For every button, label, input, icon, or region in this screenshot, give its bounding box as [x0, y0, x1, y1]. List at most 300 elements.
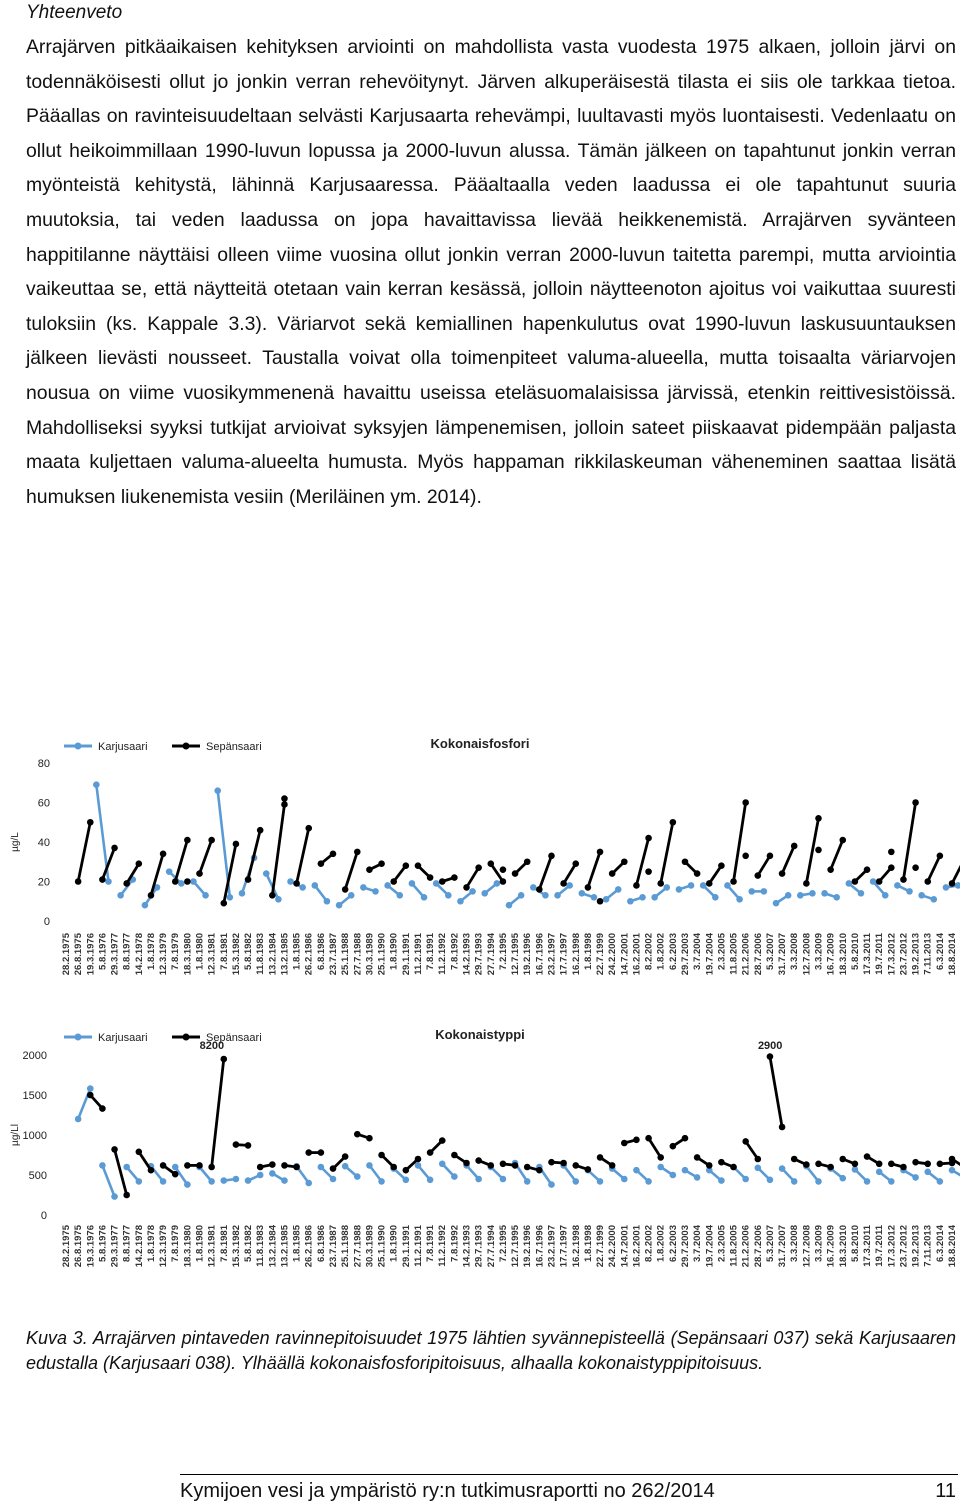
data-point	[451, 874, 458, 881]
data-point	[821, 890, 828, 897]
data-point	[858, 890, 865, 897]
data-point	[142, 902, 149, 909]
data-point	[305, 825, 312, 832]
series-line	[297, 828, 309, 883]
data-point	[117, 892, 124, 899]
data-point	[263, 870, 270, 877]
x-tick-label: 19.3.1976	[85, 1225, 97, 1268]
data-point	[597, 1154, 604, 1161]
data-point	[912, 799, 919, 806]
data-point	[372, 888, 379, 895]
x-tick-label: 11.8.1983	[255, 933, 267, 975]
data-point	[791, 1156, 798, 1163]
data-point	[761, 888, 768, 895]
x-tick-label: 6.2.2003	[667, 1225, 679, 1262]
data-point	[585, 884, 592, 891]
data-point	[275, 896, 282, 903]
data-point	[208, 1178, 215, 1185]
series-line	[661, 822, 673, 883]
x-tick-label: 21.2.2006	[740, 933, 752, 976]
x-tick-label: 14.2.1978	[133, 933, 145, 976]
y-tick-label: 0	[40, 1210, 47, 1222]
x-tick-label: 1.8.2002	[655, 1225, 667, 1262]
data-point	[403, 862, 410, 869]
data-point	[111, 845, 118, 852]
data-point	[791, 1178, 798, 1185]
x-tick-label: 29.7.2003	[679, 933, 691, 976]
data-point	[293, 880, 300, 887]
x-tick-label: 23.7.2012	[898, 1225, 910, 1268]
x-tick-label: 19.2.2013	[910, 933, 922, 976]
x-tick-label: 5.8.2010	[849, 1225, 861, 1262]
data-point	[366, 1162, 373, 1169]
data-point	[330, 1165, 337, 1172]
data-point	[475, 1157, 482, 1164]
data-point	[487, 1162, 494, 1169]
y-tick-label: 500	[28, 1170, 47, 1182]
data-point	[633, 1167, 640, 1174]
y-tick-label: 80	[37, 758, 50, 770]
data-point	[257, 1172, 264, 1179]
data-point	[767, 1053, 774, 1060]
data-point	[718, 862, 725, 869]
data-point	[172, 1164, 179, 1171]
legend-label: Sepänsaari	[206, 1032, 262, 1044]
data-point	[87, 1092, 94, 1099]
series-line	[831, 840, 843, 870]
data-point	[924, 1169, 931, 1176]
data-point	[803, 880, 810, 887]
x-tick-label: 23.7.1987	[328, 1225, 340, 1268]
data-point	[148, 892, 155, 899]
data-point	[676, 886, 683, 893]
data-point	[924, 878, 931, 885]
page-footer	[180, 1480, 956, 1503]
data-point	[694, 1174, 701, 1181]
x-tick-label: 22.7.1999	[595, 1225, 607, 1268]
data-point	[506, 902, 513, 909]
phosphorus-chart	[0, 728, 960, 1018]
data-point	[378, 860, 385, 867]
x-tick-label: 1.8.1978	[145, 933, 157, 970]
data-point	[512, 870, 519, 877]
data-point	[245, 1142, 252, 1149]
data-point	[184, 1181, 191, 1188]
x-tick-label: 5.8.2010	[849, 933, 861, 970]
data-point	[512, 1162, 519, 1169]
x-tick-label: 3.7.2004	[692, 933, 704, 970]
data-point	[312, 882, 319, 889]
series-line	[175, 840, 187, 881]
data-point	[579, 890, 586, 897]
data-point	[924, 1161, 931, 1168]
x-tick-label: 17.3.2011	[862, 1225, 874, 1267]
data-point	[548, 853, 555, 860]
data-point	[682, 1135, 689, 1142]
data-point	[742, 853, 749, 860]
x-tick-label: 7.8.1979	[170, 1225, 182, 1262]
data-point	[591, 894, 598, 901]
chart-title: Kokonaisfosfori	[430, 736, 530, 751]
data-point	[603, 896, 610, 903]
data-point	[706, 1162, 713, 1169]
data-point	[670, 819, 677, 826]
data-point	[943, 884, 950, 891]
data-point	[99, 1162, 106, 1169]
data-point	[87, 1085, 94, 1092]
x-tick-label: 7.8.1991	[425, 933, 437, 970]
x-tick-label: 14.2.1978	[133, 1225, 145, 1268]
data-point	[239, 890, 246, 897]
data-point	[342, 1153, 349, 1160]
data-point	[220, 900, 227, 907]
data-point	[949, 1156, 956, 1163]
data-point	[184, 1162, 191, 1169]
data-point	[779, 1124, 786, 1131]
data-point	[633, 882, 640, 889]
x-tick-label: 28.2.1975	[61, 933, 72, 976]
data-point	[937, 1178, 944, 1185]
data-point	[955, 882, 960, 889]
x-tick-label: 7.11.2013	[922, 1225, 934, 1267]
data-point	[888, 1161, 895, 1168]
series-line	[588, 852, 600, 888]
x-tick-label: 25.1.1990	[376, 933, 388, 976]
x-tick-label: 7.8.1992	[449, 933, 461, 970]
x-tick-label: 15.3.1982	[230, 1225, 242, 1268]
data-point	[463, 1160, 470, 1167]
legend-marker	[75, 1034, 82, 1041]
x-tick-label: 12.7.2008	[801, 933, 813, 976]
x-tick-label: 1.8.1990	[388, 933, 400, 970]
data-point	[949, 880, 956, 887]
x-tick-label: 27.7.1994	[485, 1225, 497, 1268]
data-point	[597, 898, 604, 905]
data-point	[208, 837, 215, 844]
data-point	[657, 1164, 664, 1171]
x-tick-label: 7.11.2013	[922, 933, 934, 975]
x-tick-label: 25.1.1988	[340, 933, 352, 976]
data-point	[269, 1161, 276, 1168]
x-tick-label: 30.3.1989	[364, 1225, 376, 1268]
data-point	[354, 849, 361, 856]
legend-marker	[75, 743, 82, 750]
summary-paragraph: Arrajärven pitkäaikaisen kehityksen arviointi on mahdollista vasta vuodesta 1975 alkaen, jolloin järvi on todennäköisesti ollut jo jonkin verran rehevöitynyt. Järven alkuperäisestä tilasta ei siis ole tarkkaa tietoa. Pääallas on ravinteisuudeltaan selvästi Karjusaarta rehevämpi, luultavasti myös luontaisesti. Vedenlaatu on ollut heikoimmillaan 1990-luvun lopussa ja 2000-luvun alussa. Tämän jälkeen on tapahtunut jonkin verran myönteistä kehitystä, lähinnä Karjusaaressa. Pääaltaalla veden laadussa ei ole tapahtunut suuria muutoksia, tai veden laadussa on jopa havaittavissa lievää heikkenemistä. Arrajärven syvänteen happitilanne näyttäisi olleen viime vuosina ollut jonkin verran 2000-luvun taitetta parempi, mutta arviointia vaikeuttaa se, että näytteitä otetaan vain kerran kesässä, jolloin näytteenoton ajoitus voi vaikuttaa suuresti tuloksiin (ks. Kappale 3.3). Väriarvot sekä kemiallinen hapenkulutus ovat 1990-luvun laskusuuntauksen jälkeen lievästi nousseet. Taustalla voivat olla toimenpiteet valuma-alueella, mutta toisaalta väriarvojen nousua on viime vuosikymmenenä havaittu useissa eteläsuomalaisissa järvissä, etenkin reittivesistöissä. Mahdolliseksi syyksi tutkijat arvioivat syksyjen lämpenemisen, jolloin sateet piiskaavat pidempään paljasta maata kuljettaen valuma-alueelta humusta. Myös happaman rikkilaskeuman väheneminen saattaa lisätä humuksen liukenemista vesiin (Meriläinen ym. 2014).	[26, 36, 956, 508]
chart-annotation: 8200	[199, 1040, 225, 1052]
x-tick-label: 16.2.1998	[570, 933, 582, 976]
data-point	[324, 898, 331, 905]
data-point	[876, 878, 883, 885]
data-point	[621, 1176, 628, 1183]
x-tick-label: 1.8.1978	[145, 1225, 157, 1262]
x-tick-label: 16.2.2001	[631, 1225, 643, 1268]
data-point	[912, 864, 919, 871]
x-tick-label: 3.7.2004	[692, 1225, 704, 1262]
data-point	[809, 890, 816, 897]
data-point	[287, 878, 294, 885]
legend-label: Karjusaari	[98, 741, 148, 753]
x-tick-label: 12.3.1981	[206, 933, 218, 976]
data-point	[572, 860, 579, 867]
legend-label: Sepänsaari	[206, 741, 262, 753]
data-point	[645, 868, 652, 875]
data-point	[123, 1192, 130, 1199]
data-point	[657, 1154, 664, 1161]
series-line	[78, 822, 90, 881]
data-point	[670, 1172, 677, 1179]
data-point	[597, 1178, 604, 1185]
x-tick-label: 1.8.1998	[582, 933, 594, 970]
footer-divider	[180, 1474, 958, 1475]
data-point	[227, 894, 234, 901]
x-tick-label: 29.1.1991	[400, 933, 412, 976]
y-tick-label: 20	[37, 876, 50, 889]
x-tick-label: 27.7.1988	[352, 933, 364, 976]
data-point	[609, 870, 616, 877]
x-tick-label: 1.8.1985	[291, 933, 303, 970]
data-point	[846, 880, 853, 887]
x-tick-label: 29.3.1977	[109, 1225, 121, 1268]
data-point	[639, 894, 646, 901]
data-point	[572, 1178, 579, 1185]
data-point	[500, 866, 507, 873]
series-line	[102, 1165, 114, 1196]
x-tick-label: 17.3.2012	[886, 933, 898, 976]
data-point	[427, 1177, 434, 1184]
data-point	[348, 892, 355, 899]
data-point	[318, 1164, 325, 1171]
data-point	[645, 1178, 652, 1185]
data-point	[384, 882, 391, 889]
x-tick-label: 26.2.1986	[303, 933, 315, 976]
x-tick-label: 7.2.1995	[497, 1225, 509, 1262]
x-tick-label: 31.7.2007	[777, 933, 789, 976]
data-point	[439, 1137, 446, 1144]
data-point	[293, 1164, 300, 1171]
data-point	[220, 1177, 227, 1184]
data-point	[487, 860, 494, 867]
data-point	[148, 1167, 155, 1174]
x-tick-label: 14.2.1993	[461, 933, 473, 976]
data-point	[299, 884, 306, 891]
data-point	[724, 882, 731, 889]
data-point	[937, 1161, 944, 1168]
x-tick-label: 1.8.2002	[655, 933, 667, 970]
data-point	[403, 1177, 410, 1184]
series-line	[139, 1152, 151, 1170]
series-line	[928, 856, 940, 882]
x-tick-label: 12.7.2008	[801, 1225, 813, 1268]
data-point	[718, 1177, 725, 1184]
data-point	[233, 841, 240, 848]
data-point	[433, 880, 440, 887]
x-tick-label: 27.7.1994	[485, 933, 497, 976]
data-point	[75, 878, 82, 885]
data-point	[876, 1169, 883, 1176]
x-tick-label: 21.2.2006	[740, 1225, 752, 1268]
data-point	[803, 1161, 810, 1168]
data-point	[755, 1156, 762, 1163]
data-point	[390, 878, 397, 885]
x-tick-label: 12.3.1979	[158, 1225, 170, 1268]
data-point	[755, 1165, 762, 1172]
data-point	[791, 843, 798, 850]
series-line	[734, 803, 746, 882]
x-tick-label: 11.2.1991	[412, 1225, 424, 1267]
data-point	[233, 1141, 240, 1148]
x-tick-label: 30.3.1989	[364, 933, 376, 976]
x-tick-label: 7.8.1992	[449, 1225, 461, 1262]
chart-annotation: 2900	[757, 1040, 783, 1052]
data-point	[572, 1162, 579, 1169]
series-line	[272, 804, 284, 895]
legend-label: Karjusaari	[98, 1032, 148, 1044]
x-tick-label: 3.3.2008	[789, 1225, 801, 1262]
data-point	[481, 890, 488, 897]
data-point	[888, 1178, 895, 1185]
x-tick-label: 24.2.2000	[607, 1225, 619, 1268]
data-point	[554, 892, 561, 899]
data-point	[736, 896, 743, 903]
data-point	[342, 886, 349, 893]
data-point	[839, 1175, 846, 1182]
data-point	[912, 1159, 919, 1166]
series-line	[539, 856, 551, 890]
x-tick-label: 26.2.1986	[303, 1225, 315, 1268]
data-point	[99, 1105, 106, 1112]
x-tick-label: 13.2.1985	[279, 1225, 291, 1268]
data-point	[208, 1164, 215, 1171]
page-number: 11	[935, 1480, 956, 1502]
x-tick-label: 11.8.2005	[728, 1225, 740, 1267]
data-point	[621, 858, 628, 865]
data-point	[469, 888, 476, 895]
data-point	[136, 1149, 143, 1156]
data-point	[930, 896, 937, 903]
x-tick-label: 5.8.1976	[97, 1225, 109, 1262]
data-point	[670, 1143, 677, 1150]
x-tick-label: 18.3.1980	[182, 933, 194, 976]
data-point	[864, 1178, 871, 1185]
data-point	[269, 1170, 276, 1177]
x-tick-label: 14.7.2001	[619, 933, 631, 976]
y-axis-label: µg/Ll	[10, 1124, 21, 1146]
data-point	[597, 849, 604, 856]
x-tick-label: 6.3.2014	[934, 933, 946, 970]
data-point	[894, 882, 901, 889]
x-tick-label: 5.3.2007	[764, 933, 776, 970]
x-tick-label: 18.8.2014	[947, 1225, 958, 1268]
data-point	[888, 864, 895, 871]
x-tick-label: 16.2.2001	[631, 933, 643, 976]
x-tick-label: 18.8.2014	[947, 933, 958, 976]
x-tick-label: 1.8.1985	[291, 1225, 303, 1262]
x-tick-label: 25.1.1990	[376, 1225, 388, 1268]
data-point	[172, 878, 179, 885]
series-line	[212, 1059, 224, 1167]
x-tick-label: 6.2.2003	[667, 933, 679, 970]
data-point	[463, 884, 470, 891]
x-tick-label: 25.1.1988	[340, 1225, 352, 1268]
data-point	[342, 1163, 349, 1170]
x-tick-label: 16.7.1996	[534, 933, 546, 976]
x-tick-label: 17.3.2011	[862, 933, 874, 975]
x-tick-label: 29.7.2003	[679, 1225, 691, 1268]
x-tick-label: 19.7.2011	[874, 933, 886, 975]
data-point	[330, 1176, 337, 1183]
data-point	[366, 866, 373, 873]
x-tick-label: 13.2.1984	[267, 933, 279, 976]
x-tick-label: 5.8.1982	[243, 1225, 255, 1262]
data-point	[281, 1177, 288, 1184]
y-tick-label: 60	[37, 797, 50, 810]
data-point	[160, 1162, 167, 1169]
data-point	[500, 878, 507, 885]
x-tick-label: 18.3.1980	[182, 1225, 194, 1268]
series-line	[782, 846, 794, 874]
data-point	[663, 884, 670, 891]
data-point	[645, 1135, 652, 1142]
data-point	[305, 1180, 312, 1187]
series-line	[200, 840, 212, 874]
x-tick-label: 7.8.1981	[218, 933, 230, 970]
data-point	[682, 1167, 689, 1174]
data-point	[281, 801, 288, 808]
chart-title: Kokonaistyppi	[435, 1027, 525, 1042]
data-point	[245, 876, 252, 883]
series-line	[248, 830, 260, 879]
data-point	[609, 1162, 616, 1169]
data-point	[415, 1156, 422, 1163]
data-point	[524, 1164, 531, 1171]
data-point	[415, 1162, 422, 1169]
data-point	[585, 1166, 592, 1173]
data-point	[518, 892, 525, 899]
data-point	[566, 882, 573, 889]
data-point	[390, 1164, 397, 1171]
data-point	[882, 892, 889, 899]
x-tick-label: 8.2.2002	[643, 1225, 655, 1262]
legend-marker	[183, 1034, 190, 1041]
data-point	[136, 1178, 143, 1185]
y-tick-label: 2000	[22, 1050, 47, 1062]
x-tick-label: 13.2.1985	[279, 933, 291, 976]
x-tick-label: 6.8.1986	[315, 933, 327, 970]
data-point	[500, 1161, 507, 1168]
data-point	[439, 1161, 446, 1168]
x-tick-label: 5.3.2007	[764, 1225, 776, 1262]
data-point	[742, 1176, 749, 1183]
x-tick-label: 18.3.2010	[837, 1225, 849, 1268]
x-tick-label: 11.8.1983	[255, 1225, 267, 1267]
data-point	[815, 1178, 822, 1185]
data-point	[354, 1131, 361, 1138]
data-point	[918, 892, 925, 899]
data-point	[767, 853, 774, 860]
data-point	[220, 1056, 227, 1063]
data-point	[937, 853, 944, 860]
data-point	[318, 860, 325, 867]
x-tick-label: 1.8.1990	[388, 1225, 400, 1262]
x-tick-label: 18.3.2010	[837, 933, 849, 976]
series-line	[758, 856, 770, 876]
data-point	[396, 892, 403, 899]
data-point	[876, 1161, 883, 1168]
data-point	[839, 1156, 846, 1163]
x-tick-label: 28.2.1975	[61, 1225, 72, 1268]
x-tick-label: 8.2.2002	[643, 933, 655, 970]
data-point	[548, 1181, 555, 1188]
